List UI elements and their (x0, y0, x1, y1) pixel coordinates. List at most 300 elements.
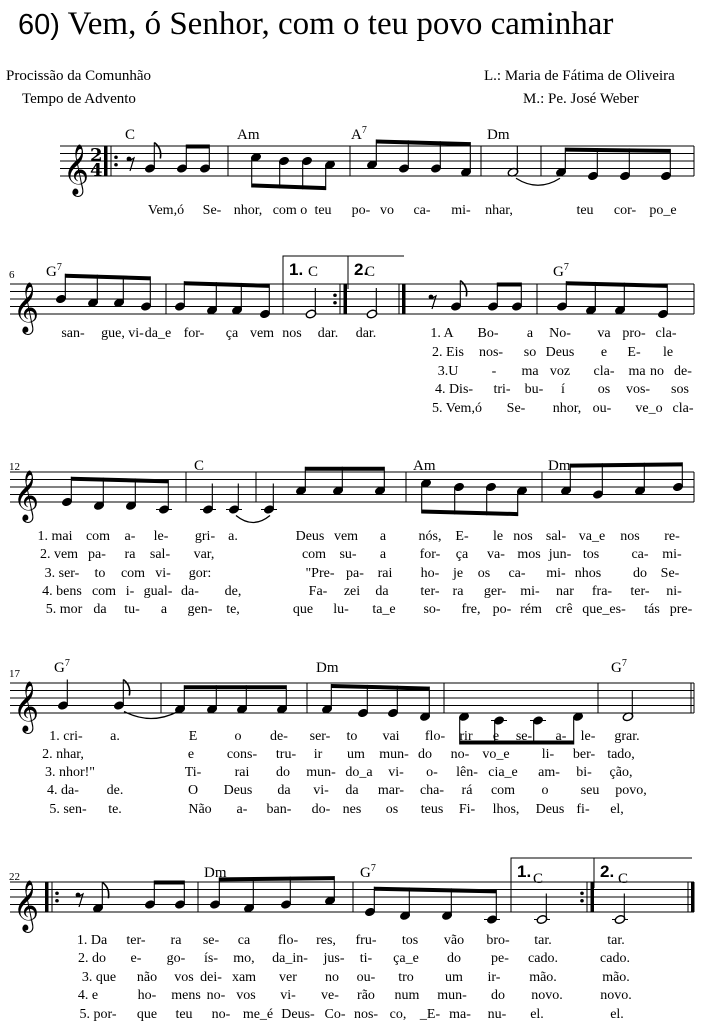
treble-clef: 𝄞 (13, 681, 40, 732)
lyric-syllable: gual- (143, 584, 173, 599)
chord-root: Dm (548, 458, 571, 474)
lyric-syllable: com (490, 783, 516, 798)
lyric-syllable: os (385, 802, 399, 817)
lyric-syllable: ter- (420, 584, 440, 599)
lyric-syllable: o (541, 783, 549, 798)
lyric-syllable: e- (130, 951, 142, 966)
lyric-syllable: ir- (487, 970, 501, 985)
lyric-syllable: com (91, 584, 117, 599)
lyric-syllable: tri- (493, 382, 511, 397)
lyric-syllable: da (375, 584, 389, 599)
eighth-rest (78, 894, 83, 907)
lyric-syllable: ça (455, 547, 469, 562)
lyric-syllable: O (187, 783, 199, 798)
lyric-syllable: ve- (321, 988, 339, 1003)
chord-symbol (194, 458, 204, 474)
lyric-syllable: tru- (275, 747, 297, 762)
lyric-syllable: am- (538, 765, 560, 780)
repeat-end-bar (591, 882, 595, 912)
lyric-syllable: xam (231, 970, 257, 985)
lyric-syllable: 2. vem (39, 547, 79, 562)
lyric-syllable: nes (342, 802, 362, 817)
lyric-syllable: bi- (576, 765, 592, 780)
lyric-syllable: ra (124, 547, 136, 562)
lyric-syllable: ter- (630, 584, 650, 599)
lyric-syllable: mi- (546, 566, 566, 581)
lyric-syllable: - (491, 364, 497, 379)
lyric-syllable: nhar, (485, 203, 513, 218)
volta-number: 2. (600, 862, 615, 881)
lyric-syllable: no (325, 970, 339, 985)
lyric-syllable: ver (279, 970, 297, 985)
lyric-syllable: da (345, 783, 359, 798)
lyric-syllable: da (277, 783, 291, 798)
lyric-syllable: pa- (88, 547, 106, 562)
lyric-syllable: E (188, 729, 198, 744)
lyric-syllable: crê (555, 602, 573, 617)
chord-root: G (54, 660, 65, 676)
note-beam (184, 685, 286, 689)
lyric-syllable: o- (426, 765, 438, 780)
lyric-syllable: a- (124, 529, 136, 544)
lyric-syllable: vos (236, 988, 256, 1003)
chord-root: C (365, 264, 376, 280)
lyric-syllable: No- (549, 326, 571, 341)
lyric-syllable: ou- (592, 401, 612, 416)
lyric-syllable: tos (401, 933, 419, 948)
lyric-syllable: vai (382, 729, 400, 744)
repeat-dot (114, 155, 118, 159)
lyric-syllable: to (94, 566, 106, 581)
lyric-syllable: su- (339, 547, 357, 562)
note-flag (123, 680, 129, 696)
lyric-syllable: E- (627, 345, 641, 360)
note-flag (460, 281, 466, 297)
lyric-syllable: a. (228, 529, 238, 544)
lyric-syllable: so (523, 345, 537, 360)
lyric-syllable: 5. por- (79, 1007, 117, 1022)
chord-root: G (46, 264, 57, 280)
lyric-syllable: os (477, 566, 491, 581)
chord-root: C (618, 871, 629, 887)
lyric-syllable: Co- (324, 1007, 346, 1022)
lyric-syllable: san- (61, 326, 85, 341)
lyric-syllable: Se- (202, 203, 222, 218)
lyric-syllable: Deus (535, 802, 565, 817)
lyric-syllable: po_e (649, 203, 677, 218)
tie (236, 516, 270, 523)
season-label: Tempo de Advento (22, 91, 136, 107)
chord-symbol (618, 871, 628, 887)
lyric-syllable: e (492, 729, 500, 744)
lyric-syllable: flo- (424, 729, 446, 744)
lyric-syllable: cla- (672, 401, 694, 416)
lyric-syllable: Se- (506, 401, 526, 416)
measure-number: 17 (9, 668, 20, 680)
lyric-syllable: os (597, 382, 611, 397)
time-signature-bottom: 4 (90, 160, 103, 181)
chord-symbol (125, 127, 135, 143)
lyric-syllable: vos- (625, 382, 651, 397)
lyric-syllable: el. (530, 1007, 544, 1022)
lyric-syllable: tar. (534, 933, 552, 948)
chord-symbol (548, 458, 571, 474)
lyric-syllable: el, (610, 802, 624, 817)
lyric-syllable: rai (377, 566, 393, 581)
repeat-start-bar (104, 146, 108, 176)
repeat-start-bar (45, 882, 49, 912)
lyric-syllable: va_e (578, 529, 606, 544)
time-signature-top: 2 (90, 145, 103, 166)
lyric-syllable: com (120, 566, 146, 581)
lyric-syllable: gri- (194, 529, 216, 544)
note-beam (331, 684, 429, 691)
lyric-syllable: da_in- (272, 951, 308, 966)
lyric-syllable: não (136, 970, 158, 985)
lyric-syllable: no- (211, 1007, 231, 1022)
lyric-syllable: cado. (528, 951, 558, 966)
chord-root: C (308, 264, 319, 280)
lyric-syllable: rão (357, 988, 375, 1003)
lyric-syllable: le (662, 345, 674, 360)
eighth-rest (431, 296, 436, 309)
chord-extension: 7 (370, 863, 376, 874)
lyric-syllable: nhor, (552, 401, 582, 416)
lyric-syllable: tar. (607, 933, 625, 948)
lyric-syllable: nhor, (233, 203, 263, 218)
volta-number: 2. (354, 260, 369, 279)
note-flag (154, 143, 160, 159)
lyric-syllable: bu- (524, 382, 544, 397)
lyric-syllable: gor: (188, 566, 212, 581)
lyric-syllable: rém (520, 602, 542, 617)
lyric-syllable: nos (513, 529, 533, 544)
lyric-syllable: tu- (124, 602, 140, 617)
lyric-syllable: Deus (295, 529, 325, 544)
lyric-syllable: Ti- (184, 765, 202, 780)
lyric-syllable: vão (443, 933, 465, 948)
lyric-syllable: 3. que (81, 970, 117, 985)
lyric-syllable: no (650, 364, 664, 379)
lyric-syllable: sal- (545, 529, 567, 544)
lyric-syllable: ti- (359, 951, 373, 966)
lyric-syllable: se- (515, 729, 533, 744)
lyric-syllable: cons- (226, 747, 258, 762)
lyric-syllable: cia_e (488, 765, 518, 780)
lyric-syllable: gen- (187, 602, 213, 617)
lyric-syllable: 3. nhor!" (44, 765, 96, 780)
lyric-syllable: lu- (333, 602, 349, 617)
chord-symbol (204, 865, 227, 881)
lyric-syllable: for- (419, 547, 441, 562)
lyric-syllable: que (136, 1007, 158, 1022)
note-beam (65, 274, 150, 281)
lyric-syllable: "Pre- (305, 566, 335, 581)
lyric-syllable: dar. (317, 326, 339, 341)
lyric-syllable: do_a (345, 765, 373, 780)
treble-clef: 𝄞 (13, 470, 40, 521)
lyric-syllable: ís- (204, 951, 218, 966)
lyric-syllable: 5. Vem,ó (432, 401, 482, 416)
lyric-syllable: do (447, 951, 461, 966)
lyric-syllable: mos (517, 547, 541, 562)
repeat-dot (580, 899, 584, 903)
lyric-syllable: a- (236, 802, 248, 817)
lyric-syllable: nos (620, 529, 640, 544)
lyric-syllable: 2. nhar, (42, 747, 84, 762)
chord-symbol (54, 658, 70, 676)
note-beam (186, 145, 209, 149)
lyric-syllable: 1. A (430, 326, 454, 341)
lyric-syllable: ber- (572, 747, 596, 762)
lyric-syllable: no- (450, 747, 470, 762)
lyric-syllable: vem (333, 529, 359, 544)
lyric-syllable: fre, (461, 602, 481, 617)
lyric-syllable: ca- (413, 203, 431, 218)
lyric-syllable: 4. da- (47, 783, 79, 798)
note-beam (154, 881, 184, 885)
chord-extension: 7 (621, 658, 627, 669)
lyric-syllable: ma (521, 364, 539, 379)
lyric-syllable: ta_e (372, 602, 396, 617)
lyric-syllable: da- (181, 584, 199, 599)
chord-symbol (351, 125, 367, 143)
lyric-syllable: dar. (355, 326, 377, 341)
lyric-syllable: ir (313, 747, 323, 762)
lyric-syllable: a (379, 547, 387, 562)
lyric-syllable: dei- (200, 970, 222, 985)
lyric-syllable: E- (455, 529, 469, 544)
lyric-syllable: povo, (615, 783, 647, 798)
lyric-syllable: pre- (669, 602, 693, 617)
chord-root: Dm (487, 127, 510, 143)
lyric-syllable: je (452, 566, 464, 581)
lyric-syllable: grar. (614, 729, 640, 744)
chord-root: Am (413, 458, 436, 474)
lyric-syllable: 1. mai (37, 529, 73, 544)
lyric-syllable: com (301, 547, 327, 562)
lyric-syllable: vi- (313, 783, 329, 798)
lyric-syllable: nos- (353, 1007, 379, 1022)
lyric-syllable: ma (628, 364, 646, 379)
tie (516, 178, 560, 185)
chord-root: Dm (204, 865, 227, 881)
lyric-syllable: um (445, 970, 463, 985)
lyric-syllable: do (491, 988, 505, 1003)
lyric-syllable: ca- (508, 566, 526, 581)
lyric-syllable: so- (423, 602, 441, 617)
lyric-syllable: Fi- (458, 802, 476, 817)
chord-symbol (487, 127, 510, 143)
lyric-syllable: va (597, 326, 611, 341)
lyric-syllable: tos (582, 547, 600, 562)
chord-symbol (413, 458, 436, 474)
composer-credit: M.: Pe. José Weber (523, 91, 639, 107)
lyric-syllable: a (526, 326, 534, 341)
lyric-syllable: va- (487, 547, 505, 562)
lyric-syllable: mun- (379, 747, 409, 762)
lyric-syllable: vi- (155, 566, 171, 581)
chord-symbol (365, 264, 375, 280)
lyric-syllable: for- (183, 326, 205, 341)
eighth-rest (129, 158, 134, 171)
chord-symbol (237, 127, 260, 143)
lyric-syllable: i- (125, 584, 135, 599)
chord-extension: 7 (56, 262, 62, 273)
note-beam (570, 462, 682, 467)
lyric-syllable: que_es- (582, 602, 626, 617)
lyric-syllable: ger- (483, 584, 507, 599)
lyric-syllable: a. (110, 729, 120, 744)
lyric-syllable: ça_e (393, 951, 419, 966)
lyric-syllable: ou- (356, 970, 376, 985)
lyric-syllable: le- (153, 529, 169, 544)
final-barline (691, 882, 695, 912)
lyric-syllable: pro- (622, 326, 646, 341)
lyric-syllable: me_é (242, 1007, 274, 1022)
lyric-syllable: de. (106, 783, 124, 798)
lyric-syllable: mi- (520, 584, 540, 599)
lyric-syllable: nu- (487, 1007, 507, 1022)
chord-root: C (194, 458, 205, 474)
lyric-syllable: vem (249, 326, 275, 341)
lyric-syllable: go- (166, 951, 186, 966)
lyric-syllable: Fa- (308, 584, 328, 599)
lyric-syllable: fi- (576, 802, 590, 817)
lyric-syllable: no- (206, 988, 226, 1003)
lyric-syllable: novo. (600, 988, 632, 1003)
note-beam (184, 281, 269, 288)
song-title-text: Vem, ó Senhor, com o teu povo caminhar (67, 6, 614, 42)
lyric-syllable: mo, (233, 951, 255, 966)
chord-symbol (46, 262, 62, 280)
volta-number: 1. (289, 260, 304, 279)
lyric-syllable: nhos (574, 566, 602, 581)
lyric-syllable: Vem,ó (147, 203, 185, 218)
lyric-syllable: to (346, 729, 358, 744)
lyric-syllable: re- (664, 529, 680, 544)
measure-number: 22 (9, 871, 20, 883)
lyric-syllable: ça (225, 326, 239, 341)
lyric-syllable: mão. (602, 970, 630, 985)
lyric-syllable: do- (311, 802, 331, 817)
lyric-syllable: que (292, 602, 314, 617)
lyric-syllable: seu (580, 783, 600, 798)
lyric-syllable: ve_o (635, 401, 663, 416)
note-beam (565, 148, 670, 153)
lyric-syllable: el. (610, 1007, 624, 1022)
lyric-syllable: cha- (419, 783, 445, 798)
treble-clef: 𝄞 (13, 282, 40, 333)
lyric-syllable: res, (316, 933, 336, 948)
chord-symbol (316, 660, 339, 676)
lyric-syllable: le (492, 529, 504, 544)
note-beam (374, 887, 496, 894)
treble-clef: 𝄞 (63, 144, 90, 195)
lyric-syllable: gue, (101, 326, 125, 341)
lyric-syllable: cla- (593, 364, 615, 379)
repeat-dot (55, 899, 59, 903)
lyric-syllable: lhos, (492, 802, 520, 817)
lyric-syllable: ban- (266, 802, 292, 817)
lyric-syllable: ho- (420, 566, 440, 581)
occasion-label: Procissão da Comunhão (6, 68, 151, 84)
lyric-syllable: do (276, 765, 290, 780)
chord-root: Am (237, 127, 260, 143)
lyric-syllable: a (160, 602, 168, 617)
lyric-syllable: 4. e (77, 988, 99, 1003)
chord-symbol (553, 262, 569, 280)
repeat-end-bar (344, 284, 348, 314)
lyric-syllable: í (561, 382, 565, 397)
repeat-dot (333, 301, 337, 305)
lyric-syllable: teu (314, 203, 332, 218)
lyric-syllable: flo- (277, 933, 299, 948)
lyric-syllable: teu (576, 203, 594, 218)
chord-extension: 7 (64, 658, 70, 669)
lyric-syllable: cor- (613, 203, 637, 218)
repeat-dot (114, 163, 118, 167)
lyric-syllable: do (633, 566, 647, 581)
lyric-syllable: ser- (309, 729, 331, 744)
lyric-syllable: cado. (600, 951, 630, 966)
note-beam (497, 283, 521, 287)
lyric-syllable: 2. Eis (432, 345, 464, 360)
lyric-syllable: Bo- (477, 326, 499, 341)
lyric-syllable: nos- (478, 345, 504, 360)
lyric-syllable: num (394, 988, 420, 1003)
lyric-syllable: mun- (437, 988, 467, 1003)
chord-symbol (611, 658, 627, 676)
lyric-syllable: rá (461, 783, 473, 798)
lyric-syllable: pa- (346, 566, 364, 581)
lyric-syllable: do (418, 747, 432, 762)
lyric-syllable: te. (108, 802, 122, 817)
chord-root: Dm (316, 660, 339, 676)
lyric-syllable: li- (541, 747, 555, 762)
chord-symbol (533, 871, 543, 887)
lyric-syllable: 1. cri- (49, 729, 83, 744)
lyric-syllable: 4. bens (42, 584, 82, 599)
lyric-syllable: teus (420, 802, 444, 817)
lyric-syllable: mens (171, 988, 201, 1003)
lyric-syllable: de- (270, 729, 288, 744)
lyric-syllable: _E- (419, 1007, 441, 1022)
lyric-syllable: tado, (607, 747, 635, 762)
lyric-syllable: vo_e (482, 747, 510, 762)
lyric-syllable: tro (398, 970, 414, 985)
lyric-syllable: po- (492, 602, 512, 617)
lyric-syllable: um (347, 747, 365, 762)
lyric-syllable: se- (202, 933, 220, 948)
lyric-syllable: ma- (449, 1007, 471, 1022)
chord-symbol (308, 264, 318, 280)
lyric-syllable: e (187, 747, 195, 762)
lyric-syllable: mun- (306, 765, 336, 780)
repeat-dot (333, 293, 337, 297)
chord-root: G (611, 660, 622, 676)
lyric-syllable: mi- (451, 203, 471, 218)
lyric-syllable: fru- (355, 933, 377, 948)
chord-root: G (553, 264, 564, 280)
lyricist-credit: L.: Maria de Fátima de Oliveira (484, 68, 675, 84)
note-beam (219, 876, 334, 881)
lyric-syllable: zei (343, 584, 361, 599)
lyric-syllable: de- (674, 364, 692, 379)
lyric-syllable: ho- (137, 988, 157, 1003)
lyric-syllable: com o (272, 203, 308, 218)
chord-root: C (533, 871, 544, 887)
